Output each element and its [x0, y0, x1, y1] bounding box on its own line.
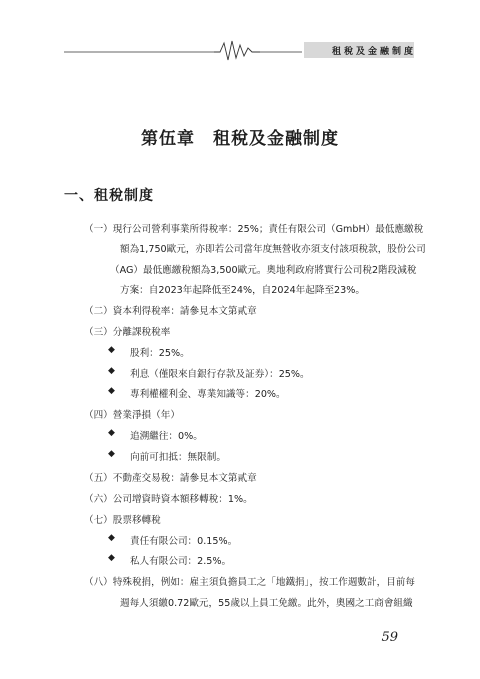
item-1-line-4: 方案：自2023年起降低至24%，自2024年起降至23%。 — [120, 285, 365, 296]
item-3-bullet-2: 利息（僅限來自銀行存款及証券）：25%。 — [130, 369, 310, 380]
item-7: （七）股票移轉稅 — [84, 515, 161, 526]
bullet-icon: ◆ — [108, 553, 115, 563]
item-1-line-3: （AG）最低應繳稅額為3,500歐元。奧地利政府將實行公司稅2階段減稅 — [110, 265, 417, 276]
bullet-icon: ◆ — [108, 533, 115, 543]
item-1-line-1: （一）現行公司營利事業所得稅率：25%；責任有限公司（GmbH）最低應繳稅 — [84, 224, 424, 235]
item-3: （三）分離課稅稅率 — [84, 327, 171, 338]
bullet-icon: ◆ — [108, 386, 115, 396]
bullet-icon: ◆ — [108, 366, 115, 376]
item-7-bullet-1: 責任有限公司：0.15%。 — [130, 536, 238, 547]
chapter-title: 第伍章 租稅及金融制度 — [141, 129, 339, 149]
page-number: 59 — [381, 630, 398, 645]
item-8-line-1: （八）特殊稅捐，例如：雇主須負擔員工之「地鐵捐」，按工作週數計，目前每 — [84, 577, 415, 588]
item-8-line-2: 週每人須繳0.72歐元，55歲以上員工免繳。此外，奧國之工商會組織 — [120, 598, 413, 609]
item-1-line-2: 額為1,750歐元，亦即若公司當年度無營收亦須支付該項稅款，股份公司 — [120, 244, 426, 255]
item-5: （五）不動產交易稅：請參見本文第貳章 — [84, 473, 257, 484]
item-3-bullet-3: 專利權權利金、專業知識等：20%。 — [130, 389, 286, 400]
item-3-bullet-1: 股利：25%。 — [130, 348, 190, 359]
item-4: （四）營業淨損（年） — [84, 410, 180, 421]
header-title: 租稅及金融制度 — [331, 47, 416, 57]
item-4-bullet-2: 向前可扣抵：無限制。 — [130, 452, 226, 463]
bullet-icon: ◆ — [108, 449, 115, 459]
bullet-icon: ◆ — [108, 345, 115, 355]
section-title: 一、租稅制度 — [64, 188, 154, 204]
item-4-bullet-1: 追溯繼往：0%。 — [130, 431, 203, 442]
item-2: （二）資本利得稅率：請參見本文第貳章 — [84, 306, 257, 317]
bullet-icon: ◆ — [108, 428, 115, 438]
item-6: （六）公司增資時資本額移轉稅：1%。 — [84, 494, 253, 505]
item-7-bullet-2: 私人有限公司：2.5%。 — [130, 556, 232, 567]
running-header — [64, 38, 420, 62]
